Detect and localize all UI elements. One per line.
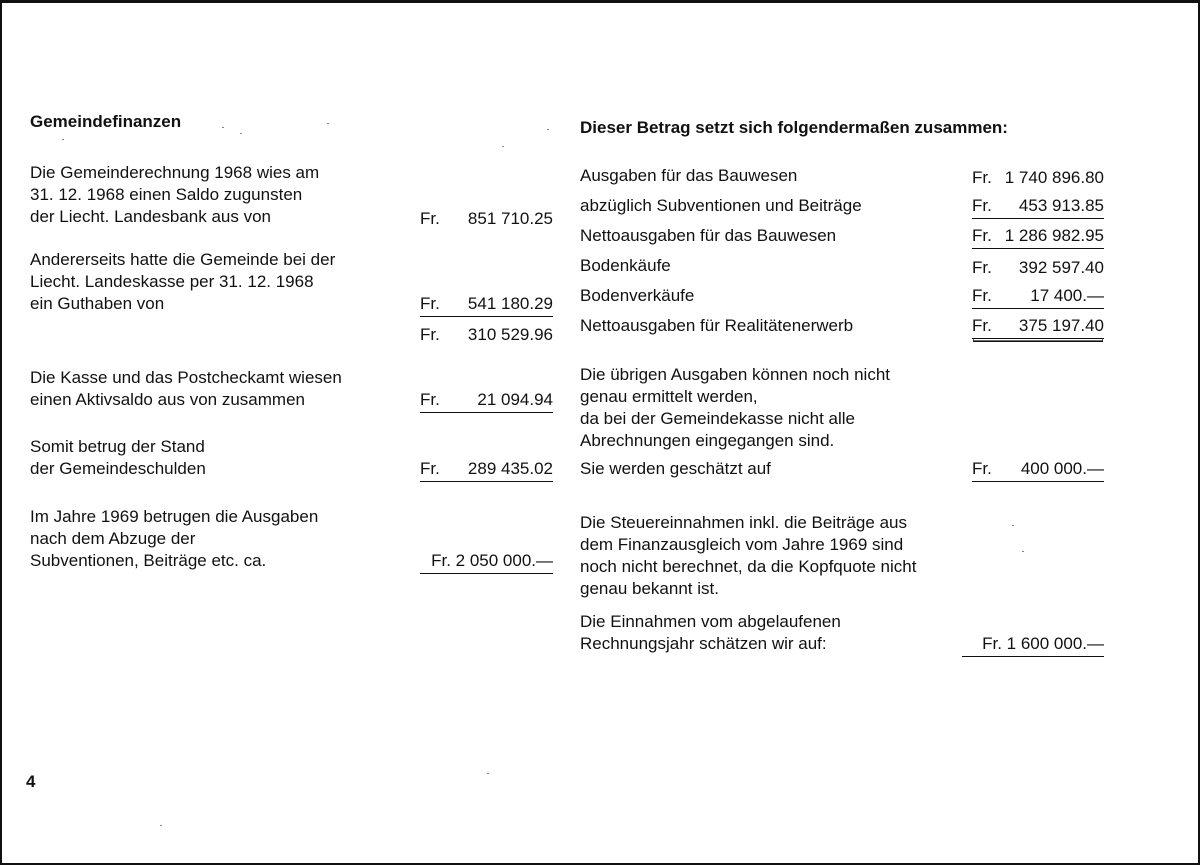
left-p2-amount <box>420 294 553 317</box>
left-p4-amount <box>420 459 553 482</box>
amount-value: 310 529.96 <box>467 325 553 344</box>
right-heading: Dieser Betrag setzt sich folgendermaßen zusammen: <box>580 118 1008 137</box>
left-p3-amount <box>420 390 553 413</box>
left-p2-line3: ein Guthaben von <box>30 294 165 313</box>
left-p4-line1: Somit betrug der Stand <box>30 437 205 456</box>
right-row-amount <box>972 286 1104 309</box>
left-p3-line1: Die Kasse und das Postcheckamt wiesen <box>30 368 342 387</box>
scan-speck <box>502 146 504 147</box>
scan-speck <box>1012 525 1014 526</box>
scan-speck <box>160 825 162 826</box>
currency-label: Fr. <box>972 168 992 187</box>
right-p3-line1: Die Einnahmen vom abgelaufenen <box>580 612 841 631</box>
scan-speck <box>1022 551 1024 552</box>
right-row-label: Bodenverkäufe <box>580 286 695 305</box>
left-p5-line1: Im Jahre 1969 betrugen die Ausgaben <box>30 507 319 526</box>
currency-label: Fr. <box>420 209 440 228</box>
amount-value: 21 094.94 <box>477 390 553 409</box>
left-p4-line2: der Gemeindeschulden <box>30 459 206 478</box>
scan-speck <box>240 133 242 134</box>
right-p1-line3: da bei der Gemeindekasse nicht alle <box>580 409 855 428</box>
right-row-amount <box>972 168 1104 188</box>
scan-speck <box>222 127 224 128</box>
right-p1-line2: genau ermittelt werden, <box>580 387 758 406</box>
currency-label: Fr. <box>972 226 992 245</box>
right-p2-line3: noch nicht berechnet, da die Kopfquote nicht <box>580 557 917 576</box>
left-p1-line1: Die Gemeinderechnung 1968 wies am <box>30 163 320 182</box>
left-p2-line1: Andererseits hatte die Gemeinde bei der <box>30 250 336 269</box>
right-row-label: Nettoausgaben für das Bauwesen <box>580 226 837 245</box>
currency-label: Fr. <box>972 316 992 335</box>
amount-value: 541 180.29 <box>467 294 553 313</box>
right-row-label: Bodenkäufe <box>580 256 671 275</box>
amount-value: 1 740 896.80 <box>1004 168 1104 187</box>
page-number: 4 <box>26 772 36 791</box>
amount-value: Fr. 1 600 000.— <box>982 634 1104 653</box>
currency-label: Fr. <box>420 390 440 409</box>
right-estimate-label: Sie werden geschätzt auf <box>580 459 771 478</box>
right-p3-amount <box>962 634 1104 657</box>
amount-value: 392 597.40 <box>1018 258 1104 277</box>
amount-value: 851 710.25 <box>467 209 553 228</box>
currency-label: Fr. <box>972 196 992 215</box>
currency-label: Fr. <box>420 294 440 313</box>
currency-label: Fr. <box>420 459 440 478</box>
amount-value: 400 000.— <box>1020 459 1104 478</box>
left-heading: Gemeindefinanzen <box>30 112 182 131</box>
left-p2-line2: Liecht. Landeskasse per 31. 12. 1968 <box>30 272 314 291</box>
right-p2-line4: genau bekannt ist. <box>580 579 719 598</box>
scan-speck <box>547 129 549 130</box>
left-p5-line2: nach dem Abzuge der <box>30 529 196 548</box>
right-p1-line4: Abrechnungen eingegangen sind. <box>580 431 835 450</box>
right-row-amount <box>972 316 1104 339</box>
amount-value: 1 286 982.95 <box>1004 226 1104 245</box>
right-row-amount <box>972 226 1104 249</box>
amount-value: Fr. 2 050 000.— <box>431 551 553 570</box>
scan-speck <box>487 773 489 774</box>
scan-speck <box>62 139 64 140</box>
scan-speck <box>327 123 329 124</box>
currency-label: Fr. <box>972 258 992 277</box>
currency-label: Fr. <box>972 459 992 478</box>
left-p3-line2: einen Aktivsaldo aus von zusammen <box>30 390 305 409</box>
left-difference-amount <box>420 325 553 345</box>
right-estimate-amount <box>972 459 1104 482</box>
right-row-label: Ausgaben für das Bauwesen <box>580 166 798 185</box>
left-p1-line3: der Liecht. Landesbank aus von <box>30 207 272 226</box>
left-p1-line2: 31. 12. 1968 einen Saldo zugunsten <box>30 185 303 204</box>
left-p1-amount <box>420 209 553 229</box>
left-p5-amount <box>420 551 553 574</box>
left-p5-line3: Subventionen, Beiträge etc. ca. <box>30 551 267 570</box>
currency-label: Fr. <box>972 286 992 305</box>
right-p1-line1: Die übrigen Ausgaben können noch nicht <box>580 365 891 384</box>
right-row-amount <box>972 196 1104 219</box>
amount-value: 453 913.85 <box>1018 196 1104 215</box>
right-row-label: Nettoausgaben für Realitätenerwerb <box>580 316 854 335</box>
right-p3-line2: Rechnungsjahr schätzen wir auf: <box>580 634 827 653</box>
amount-value: 375 197.40 <box>1018 316 1104 335</box>
right-p2-line1: Die Steuereinnahmen inkl. die Beiträge aus <box>580 513 907 532</box>
amount-value: 17 400.— <box>1030 286 1104 305</box>
amount-value: 289 435.02 <box>467 459 553 478</box>
currency-label: Fr. <box>420 325 440 344</box>
right-row-label: abzüglich Subventionen und Beiträge <box>580 196 862 215</box>
right-row-amount <box>972 258 1104 278</box>
right-p2-line2: dem Finanzausgleich vom Jahre 1969 sind <box>580 535 904 554</box>
